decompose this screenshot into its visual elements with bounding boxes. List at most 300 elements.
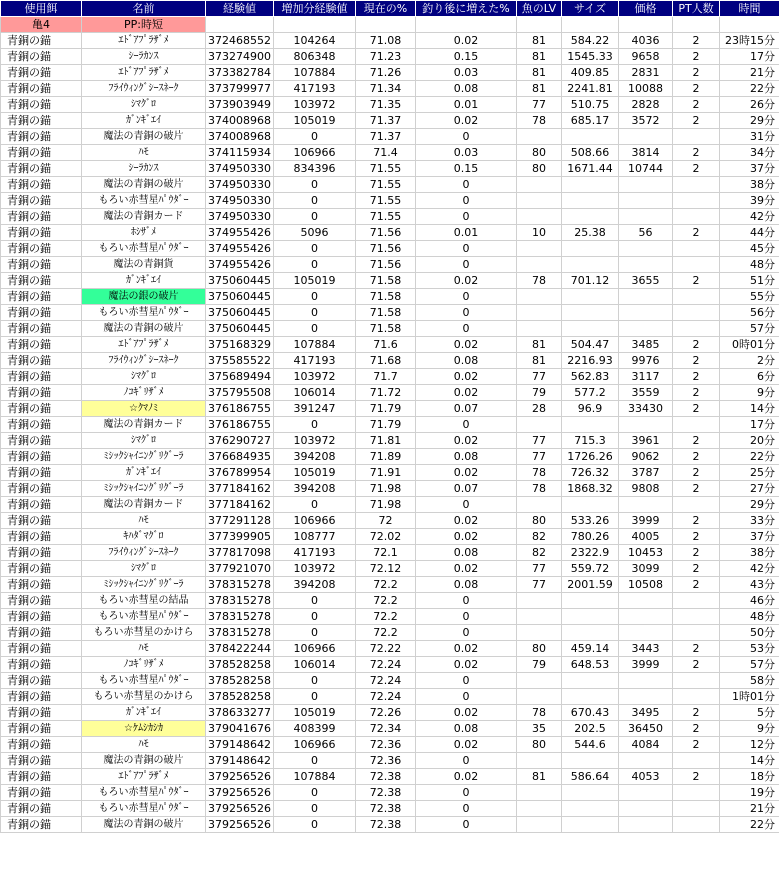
cell-pct[interactable]: 71.98	[356, 481, 416, 497]
cell-bait[interactable]: 青銅の錨	[1, 481, 82, 497]
cell-lv[interactable]: 82	[517, 545, 562, 561]
cell-diff[interactable]: 0.02	[416, 369, 517, 385]
cell-price[interactable]	[619, 241, 673, 257]
cell-diff[interactable]: 0.08	[416, 81, 517, 97]
cell-pt[interactable]: 2	[673, 433, 720, 449]
cell-exp[interactable]: 374950330	[206, 177, 274, 193]
cell-time[interactable]: 2分	[720, 353, 779, 369]
cell-time[interactable]: 26分	[720, 97, 779, 113]
cell-name[interactable]: もろい赤彗星のかけら	[82, 625, 206, 641]
cell-bait[interactable]: 青銅の錨	[1, 193, 82, 209]
cell-size[interactable]: 715.3	[562, 433, 619, 449]
header-size[interactable]: サイズ	[562, 1, 619, 17]
cell-bait[interactable]: 青銅の錨	[1, 417, 82, 433]
cell-exp[interactable]: 374955426	[206, 257, 274, 273]
cell-exp[interactable]: 375585522	[206, 353, 274, 369]
header-exp[interactable]: 経験値	[206, 1, 274, 17]
cell-pct[interactable]: 71.91	[356, 465, 416, 481]
cell-exp[interactable]: 373799977	[206, 81, 274, 97]
cell-pct[interactable]: 72.38	[356, 801, 416, 817]
cell-name[interactable]: 魔法の青銅貨	[82, 257, 206, 273]
cell-exp[interactable]: 378528258	[206, 673, 274, 689]
cell-name[interactable]: ﾌﾗｲｳｨﾝｸﾞｼｰｽﾈｰｸ	[82, 81, 206, 97]
cell-gain[interactable]: 107884	[274, 769, 356, 785]
cell-exp[interactable]: 374115934	[206, 145, 274, 161]
cell-price[interactable]: 2831	[619, 65, 673, 81]
cell-name[interactable]: もろい赤彗星ﾊﾟｳﾀﾞｰ	[82, 785, 206, 801]
cell-time[interactable]: 33分	[720, 513, 779, 529]
cell-lv[interactable]	[517, 305, 562, 321]
cell-diff[interactable]: 0	[416, 417, 517, 433]
cell-time[interactable]: 9分	[720, 385, 779, 401]
cell-diff[interactable]: 0	[416, 305, 517, 321]
cell-lv[interactable]: 80	[517, 737, 562, 753]
cell-exp[interactable]: 378633277	[206, 705, 274, 721]
cell-lv[interactable]	[517, 321, 562, 337]
cell-price[interactable]	[619, 417, 673, 433]
cell-size[interactable]: 2001.59	[562, 577, 619, 593]
cell-pt[interactable]: 2	[673, 49, 720, 65]
cell-diff[interactable]: 0	[416, 609, 517, 625]
cell-pt[interactable]	[673, 625, 720, 641]
cell-bait[interactable]: 青銅の錨	[1, 465, 82, 481]
cell-bait[interactable]: 青銅の錨	[1, 545, 82, 561]
cell-price[interactable]: 3999	[619, 657, 673, 673]
cell-price[interactable]	[619, 193, 673, 209]
cell-pct[interactable]: 72.38	[356, 817, 416, 833]
cell-price[interactable]: 4005	[619, 529, 673, 545]
cell-diff[interactable]: 0	[416, 129, 517, 145]
cell-time[interactable]: 42分	[720, 209, 779, 225]
cell-bait[interactable]: 青銅の錨	[1, 561, 82, 577]
cell-lv[interactable]: 78	[517, 481, 562, 497]
cell-pct[interactable]: 71.7	[356, 369, 416, 385]
cell-pt[interactable]: 2	[673, 337, 720, 353]
cell-time[interactable]: 38分	[720, 545, 779, 561]
cell-lv[interactable]: 81	[517, 65, 562, 81]
cell-time[interactable]: 18分	[720, 769, 779, 785]
cell-size[interactable]: 648.53	[562, 657, 619, 673]
cell-pct[interactable]: 72.2	[356, 609, 416, 625]
cell-time[interactable]: 0時01分	[720, 337, 779, 353]
cell-pt[interactable]	[673, 753, 720, 769]
cell-price[interactable]: 4053	[619, 769, 673, 785]
cell-size[interactable]: 459.14	[562, 641, 619, 657]
cell-exp[interactable]: 374008968	[206, 113, 274, 129]
cell-name[interactable]: ｶﾞﾝｷﾞｴｲ	[82, 273, 206, 289]
cell-exp[interactable]: 378422244	[206, 641, 274, 657]
cell-price[interactable]: 10088	[619, 81, 673, 97]
cell-price[interactable]: 56	[619, 225, 673, 241]
cell-pct[interactable]: 71.08	[356, 33, 416, 49]
cell-time[interactable]: 29分	[720, 113, 779, 129]
cell-name[interactable]: ｴﾄﾞｱﾌﾟﾗｻﾞﾒ	[82, 33, 206, 49]
cell-price[interactable]: 10744	[619, 161, 673, 177]
cell-price[interactable]	[619, 257, 673, 273]
cell-name[interactable]: ｶﾞﾝｷﾞｴｲ	[82, 113, 206, 129]
cell-pct[interactable]: 71.23	[356, 49, 416, 65]
cell-lv[interactable]: 79	[517, 657, 562, 673]
cell-size[interactable]: 1545.33	[562, 49, 619, 65]
cell-exp[interactable]: 376290727	[206, 433, 274, 449]
cell-bait[interactable]: 青銅の錨	[1, 81, 82, 97]
cell-price[interactable]: 3099	[619, 561, 673, 577]
cell-gain[interactable]: 105019	[274, 113, 356, 129]
cell-gain[interactable]: 0	[274, 129, 356, 145]
cell-pct[interactable]: 72.36	[356, 753, 416, 769]
cell-gain[interactable]: 408399	[274, 721, 356, 737]
cell-price[interactable]: 3485	[619, 337, 673, 353]
cell-size[interactable]	[562, 209, 619, 225]
cell-lv[interactable]: 77	[517, 577, 562, 593]
cell-bait[interactable]: 青銅の錨	[1, 737, 82, 753]
cell-diff[interactable]: 0.03	[416, 145, 517, 161]
cell-time[interactable]: 48分	[720, 257, 779, 273]
cell-gain[interactable]: 0	[274, 321, 356, 337]
cell-size[interactable]	[562, 673, 619, 689]
cell-pct[interactable]: 72.1	[356, 545, 416, 561]
cell-diff[interactable]: 0	[416, 689, 517, 705]
cell-size[interactable]: 202.5	[562, 721, 619, 737]
cell-gain[interactable]: 106014	[274, 385, 356, 401]
cell-pct[interactable]: 72	[356, 513, 416, 529]
cell-pt[interactable]: 2	[673, 401, 720, 417]
cell-name[interactable]: もろい赤彗星ﾊﾟｳﾀﾞｰ	[82, 609, 206, 625]
cell-diff[interactable]: 0.02	[416, 465, 517, 481]
cell-bait[interactable]: 青銅の錨	[1, 385, 82, 401]
cell-name[interactable]: 魔法の青銅カード	[82, 417, 206, 433]
cell-lv[interactable]: 77	[517, 561, 562, 577]
cell-lv[interactable]: 10	[517, 225, 562, 241]
cell-time[interactable]: 39分	[720, 193, 779, 209]
cell-pct[interactable]: 71.35	[356, 97, 416, 113]
cell-bait[interactable]: 青銅の錨	[1, 673, 82, 689]
cell-pct[interactable]: 71.34	[356, 81, 416, 97]
cell-size[interactable]	[562, 305, 619, 321]
cell-size[interactable]	[562, 177, 619, 193]
cell-size[interactable]: 559.72	[562, 561, 619, 577]
cell-bait[interactable]: 青銅の錨	[1, 177, 82, 193]
cell-bait[interactable]: 青銅の錨	[1, 65, 82, 81]
cell-time[interactable]: 57分	[720, 321, 779, 337]
cell-bait[interactable]: 青銅の錨	[1, 529, 82, 545]
cell-lv[interactable]	[517, 177, 562, 193]
cell-exp[interactable]: 377921070	[206, 561, 274, 577]
cell-bait[interactable]: 青銅の錨	[1, 625, 82, 641]
header-name[interactable]: 名前	[82, 1, 206, 17]
cell-gain[interactable]: 104264	[274, 33, 356, 49]
cell-lv[interactable]: 81	[517, 769, 562, 785]
cell-pt[interactable]	[673, 241, 720, 257]
cell-exp[interactable]: 378315278	[206, 625, 274, 641]
cell-bait[interactable]: 青銅の錨	[1, 241, 82, 257]
cell-diff[interactable]: 0	[416, 257, 517, 273]
cell-name[interactable]: もろい赤彗星ﾊﾟｳﾀﾞｰ	[82, 241, 206, 257]
cell-time[interactable]: 38分	[720, 177, 779, 193]
cell-pct[interactable]: 71.58	[356, 321, 416, 337]
cell-gain[interactable]: 417193	[274, 353, 356, 369]
cell-diff[interactable]: 0	[416, 289, 517, 305]
cell-exp[interactable]: 373274900	[206, 49, 274, 65]
cell-pt[interactable]	[673, 129, 720, 145]
cell-pt[interactable]: 2	[673, 577, 720, 593]
cell-name[interactable]: ﾊﾓ	[82, 145, 206, 161]
cell-price[interactable]: 9658	[619, 49, 673, 65]
cell-gain[interactable]: 106966	[274, 737, 356, 753]
cell-size[interactable]: 701.12	[562, 273, 619, 289]
cell-name[interactable]: ｴﾄﾞｱﾌﾟﾗｻﾞﾒ	[82, 769, 206, 785]
cell-exp[interactable]: 375060445	[206, 289, 274, 305]
cell-gain[interactable]: 0	[274, 785, 356, 801]
cell-diff[interactable]: 0.08	[416, 449, 517, 465]
cell-price[interactable]	[619, 289, 673, 305]
cell-name[interactable]: 魔法の青銅の破片	[82, 177, 206, 193]
cell-gain[interactable]: 0	[274, 417, 356, 433]
cell-price[interactable]: 3117	[619, 369, 673, 385]
cell-pt[interactable]	[673, 257, 720, 273]
cell-pt[interactable]: 2	[673, 721, 720, 737]
cell-gain[interactable]: 0	[274, 817, 356, 833]
cell-lv[interactable]: 81	[517, 81, 562, 97]
cell-name[interactable]: 魔法の青銅カード	[82, 209, 206, 225]
cell-pct[interactable]: 72.24	[356, 673, 416, 689]
cell-size[interactable]	[562, 193, 619, 209]
cell-gain[interactable]: 417193	[274, 81, 356, 97]
cell-time[interactable]: 46分	[720, 593, 779, 609]
cell-pct[interactable]: 71.56	[356, 257, 416, 273]
cell-size[interactable]: 2322.9	[562, 545, 619, 561]
cell-pct[interactable]: 71.89	[356, 449, 416, 465]
cell-bait[interactable]: 青銅の錨	[1, 513, 82, 529]
cell-lv[interactable]	[517, 785, 562, 801]
cell-exp[interactable]: 376186755	[206, 401, 274, 417]
cell-pt[interactable]: 2	[673, 113, 720, 129]
cell-price[interactable]: 9808	[619, 481, 673, 497]
cell-time[interactable]: 17分	[720, 417, 779, 433]
cell-time[interactable]: 14分	[720, 753, 779, 769]
cell-size[interactable]	[562, 689, 619, 705]
cell-pt[interactable]	[673, 673, 720, 689]
cell-diff[interactable]: 0.07	[416, 401, 517, 417]
cell-lv[interactable]: 77	[517, 369, 562, 385]
cell-exp[interactable]: 375060445	[206, 305, 274, 321]
cell-exp[interactable]: 378528258	[206, 657, 274, 673]
cell-bait[interactable]: 青銅の錨	[1, 33, 82, 49]
cell-bait[interactable]: 青銅の錨	[1, 129, 82, 145]
cell-price[interactable]	[619, 785, 673, 801]
cell-exp[interactable]: 374955426	[206, 241, 274, 257]
cell-name[interactable]: ﾌﾗｲｳｨﾝｸﾞｼｰｽﾈｰｸ	[82, 353, 206, 369]
cell-gain[interactable]: 107884	[274, 65, 356, 81]
cell-pt[interactable]	[673, 321, 720, 337]
cell-bait[interactable]: 青銅の錨	[1, 593, 82, 609]
cell-diff[interactable]: 0	[416, 177, 517, 193]
cell-exp[interactable]: 377399905	[206, 529, 274, 545]
cell-name[interactable]: もろい赤彗星のかけら	[82, 689, 206, 705]
cell-size[interactable]: 1671.44	[562, 161, 619, 177]
cell-bait[interactable]: 青銅の錨	[1, 497, 82, 513]
cell-lv[interactable]	[517, 209, 562, 225]
cell-size[interactable]	[562, 753, 619, 769]
cell-lv[interactable]	[517, 129, 562, 145]
cell-diff[interactable]: 0	[416, 673, 517, 689]
cell-bait[interactable]: 青銅の錨	[1, 721, 82, 737]
cell-gain[interactable]: 0	[274, 241, 356, 257]
cell-time[interactable]: 1時01分	[720, 689, 779, 705]
cell-size[interactable]: 533.26	[562, 513, 619, 529]
cell-diff[interactable]: 0	[416, 209, 517, 225]
cell-time[interactable]: 37分	[720, 529, 779, 545]
cell-pt[interactable]: 2	[673, 481, 720, 497]
cell-price[interactable]: 3787	[619, 465, 673, 481]
cell-lv[interactable]: 81	[517, 353, 562, 369]
cell-name[interactable]: ｷﾊﾀﾞﾏｸﾞﾛ	[82, 529, 206, 545]
cell-gain[interactable]: 106966	[274, 145, 356, 161]
cell-exp[interactable]: 378315278	[206, 609, 274, 625]
cell-gain[interactable]: 103972	[274, 97, 356, 113]
cell-lv[interactable]	[517, 801, 562, 817]
cell-bait[interactable]: 青銅の錨	[1, 305, 82, 321]
cell-exp[interactable]: 375689494	[206, 369, 274, 385]
cell-price[interactable]	[619, 801, 673, 817]
cell-pct[interactable]: 72.2	[356, 593, 416, 609]
cell-bait[interactable]: 青銅の錨	[1, 705, 82, 721]
cell-pct[interactable]: 71.79	[356, 417, 416, 433]
cell-name[interactable]: 魔法の青銅の破片	[82, 753, 206, 769]
cell-lv[interactable]	[517, 257, 562, 273]
cell-time[interactable]: 42分	[720, 561, 779, 577]
cell-name[interactable]: ｼｰﾗｶﾝｽ	[82, 161, 206, 177]
cell-gain[interactable]: 0	[274, 257, 356, 273]
cell-size[interactable]: 670.43	[562, 705, 619, 721]
cell-pt[interactable]	[673, 801, 720, 817]
cell-name[interactable]: もろい赤彗星ﾊﾟｳﾀﾞｰ	[82, 193, 206, 209]
cell-diff[interactable]: 0.07	[416, 481, 517, 497]
cell-diff[interactable]: 0.02	[416, 433, 517, 449]
cell-bait[interactable]: 青銅の錨	[1, 817, 82, 833]
cell-size[interactable]: 25.38	[562, 225, 619, 241]
cell-time[interactable]: 31分	[720, 129, 779, 145]
cell-pt[interactable]: 2	[673, 513, 720, 529]
cell-price[interactable]: 33430	[619, 401, 673, 417]
cell-price[interactable]: 9062	[619, 449, 673, 465]
cell-gain[interactable]: 0	[274, 177, 356, 193]
cell-price[interactable]: 2828	[619, 97, 673, 113]
cell-time[interactable]: 22分	[720, 81, 779, 97]
cell-name[interactable]: ﾌﾗｲｳｨﾝｸﾞｼｰｽﾈｰｸ	[82, 545, 206, 561]
cell-pct[interactable]: 71.37	[356, 113, 416, 129]
cell-exp[interactable]: 379041676	[206, 721, 274, 737]
cell-name[interactable]: ☆ｹﾑｼｶｼｶ	[82, 721, 206, 737]
cell-diff[interactable]: 0.01	[416, 97, 517, 113]
cell-diff[interactable]: 0	[416, 321, 517, 337]
cell-pt[interactable]	[673, 497, 720, 513]
cell-exp[interactable]: 379148642	[206, 737, 274, 753]
cell-gain[interactable]: 105019	[274, 273, 356, 289]
cell-bait[interactable]: 青銅の錨	[1, 289, 82, 305]
cell-pct[interactable]: 72.34	[356, 721, 416, 737]
cell-bait[interactable]: 青銅の錨	[1, 49, 82, 65]
cell-pt[interactable]	[673, 785, 720, 801]
cell-time[interactable]: 34分	[720, 145, 779, 161]
cell-bait[interactable]: 青銅の錨	[1, 145, 82, 161]
cell-pt[interactable]: 2	[673, 449, 720, 465]
cell-pt[interactable]: 2	[673, 369, 720, 385]
cell-gain[interactable]: 0	[274, 753, 356, 769]
cell-price[interactable]	[619, 593, 673, 609]
cell-pt[interactable]	[673, 193, 720, 209]
cell-size[interactable]	[562, 289, 619, 305]
empty-cell[interactable]	[673, 17, 720, 33]
cell-diff[interactable]: 0.08	[416, 721, 517, 737]
cell-gain[interactable]: 106966	[274, 513, 356, 529]
cell-exp[interactable]: 379256526	[206, 817, 274, 833]
cell-diff[interactable]: 0	[416, 801, 517, 817]
header-price[interactable]: 価格	[619, 1, 673, 17]
cell-bait[interactable]: 青銅の錨	[1, 753, 82, 769]
cell-pct[interactable]: 71.72	[356, 385, 416, 401]
cell-diff[interactable]: 0.15	[416, 49, 517, 65]
cell-price[interactable]	[619, 209, 673, 225]
cell-time[interactable]: 6分	[720, 369, 779, 385]
cell-lv[interactable]	[517, 753, 562, 769]
cell-gain[interactable]: 106966	[274, 641, 356, 657]
cell-bait[interactable]: 青銅の錨	[1, 609, 82, 625]
empty-cell[interactable]	[274, 17, 356, 33]
cell-pt[interactable]	[673, 289, 720, 305]
cell-time[interactable]: 14分	[720, 401, 779, 417]
empty-cell[interactable]	[517, 17, 562, 33]
cell-diff[interactable]: 0.02	[416, 337, 517, 353]
cell-time[interactable]: 20分	[720, 433, 779, 449]
cell-time[interactable]: 58分	[720, 673, 779, 689]
cell-name[interactable]: ｼｰﾗｶﾝｽ	[82, 49, 206, 65]
cell-size[interactable]: 1726.26	[562, 449, 619, 465]
cell-lv[interactable]: 80	[517, 513, 562, 529]
cell-pt[interactable]	[673, 593, 720, 609]
cell-price[interactable]: 3655	[619, 273, 673, 289]
cell-lv[interactable]: 77	[517, 433, 562, 449]
cell-price[interactable]	[619, 689, 673, 705]
cell-pct[interactable]: 72.12	[356, 561, 416, 577]
cell-size[interactable]: 586.64	[562, 769, 619, 785]
cell-pct[interactable]: 72.26	[356, 705, 416, 721]
cell-gain[interactable]: 417193	[274, 545, 356, 561]
cell-name[interactable]: ｼﾏｸﾞﾛ	[82, 561, 206, 577]
cell-name[interactable]: もろい赤彗星の結晶	[82, 593, 206, 609]
cell-pt[interactable]: 2	[673, 65, 720, 81]
cell-pct[interactable]: 71.55	[356, 193, 416, 209]
header-bait[interactable]: 使用餌	[1, 1, 82, 17]
cell-name[interactable]: 魔法の青銅カード	[82, 497, 206, 513]
cell-pct[interactable]: 72.02	[356, 529, 416, 545]
cell-price[interactable]	[619, 753, 673, 769]
cell-time[interactable]: 43分	[720, 577, 779, 593]
cell-size[interactable]: 544.6	[562, 737, 619, 753]
cell-exp[interactable]: 377184162	[206, 497, 274, 513]
cell-size[interactable]	[562, 129, 619, 145]
cell-pct[interactable]: 71.55	[356, 177, 416, 193]
cell-bait[interactable]: 青銅の錨	[1, 657, 82, 673]
cell-size[interactable]	[562, 497, 619, 513]
cell-pt[interactable]	[673, 305, 720, 321]
cell-lv[interactable]	[517, 193, 562, 209]
cell-name[interactable]: ｼﾏｸﾞﾛ	[82, 97, 206, 113]
cell-diff[interactable]: 0	[416, 593, 517, 609]
cell-diff[interactable]: 0	[416, 497, 517, 513]
cell-lv[interactable]: 82	[517, 529, 562, 545]
cell-time[interactable]: 19分	[720, 785, 779, 801]
